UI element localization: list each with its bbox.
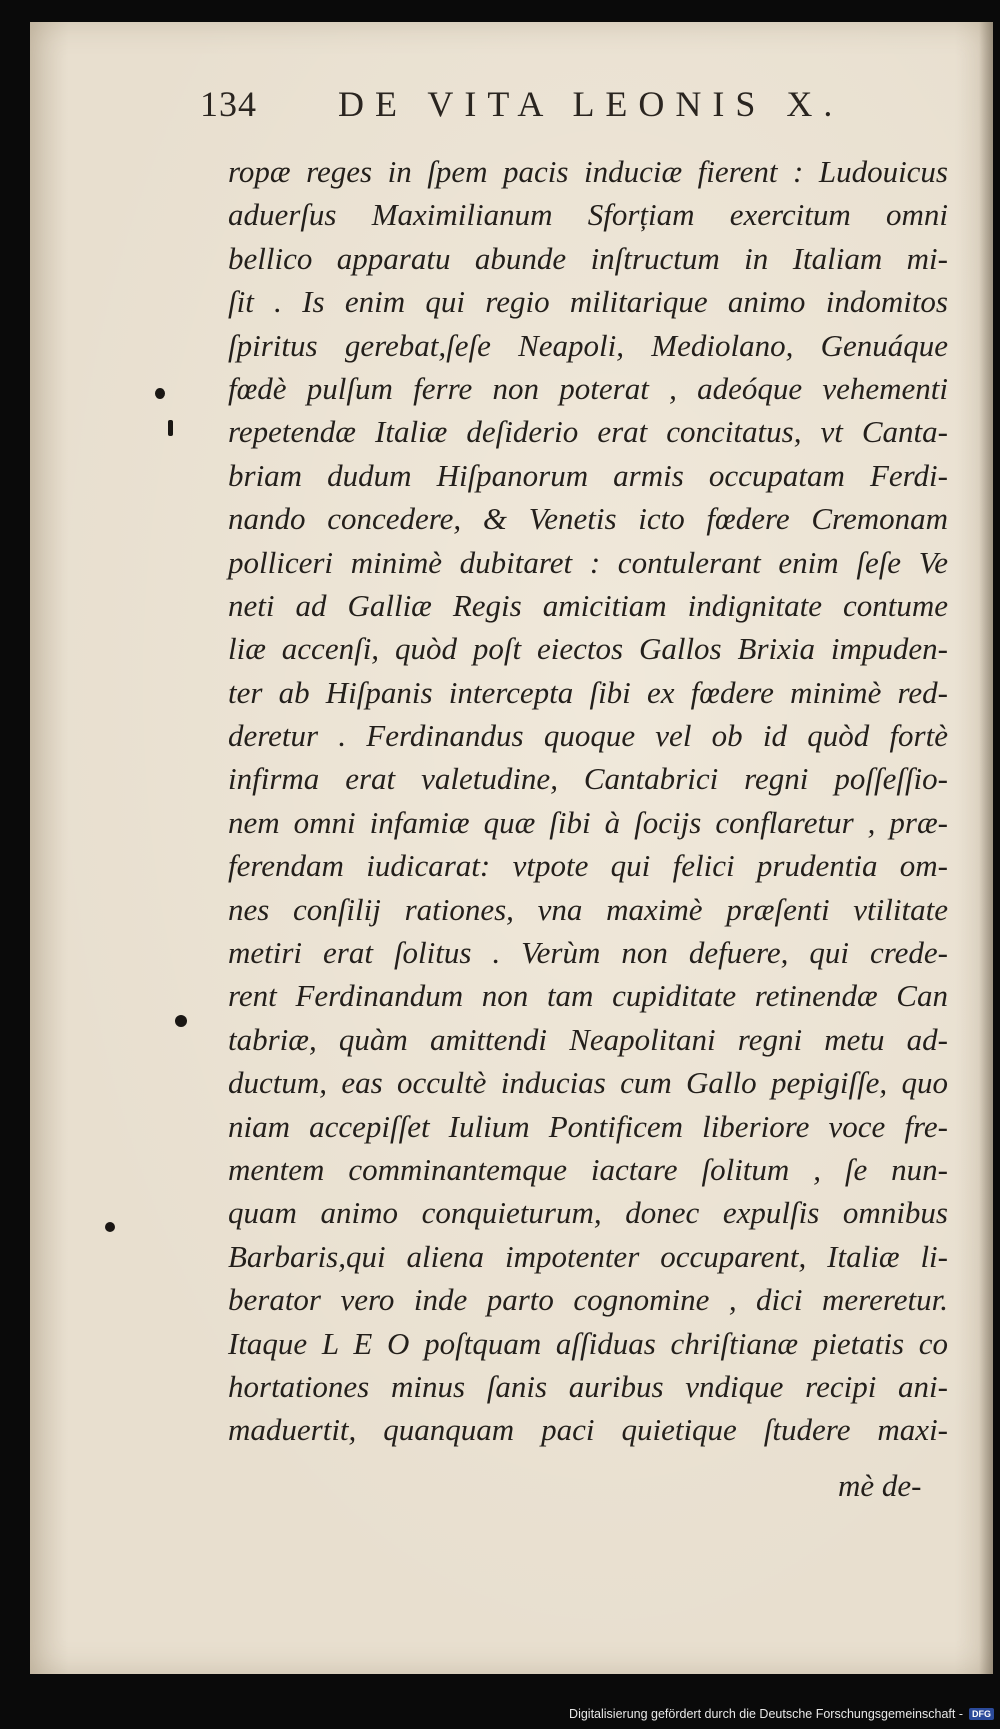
text-line: polliceri minimè dubitaret : contulerant enim ſeſe Ve [228, 544, 948, 580]
margin-ink-dot [105, 1222, 115, 1232]
text-line: ter ab Hiſpanis intercepta ſibi ex fœdere minimè red- [228, 674, 948, 710]
text-line: nes conſilij rationes, vna maximè præſenti vtilitate [228, 891, 948, 927]
text-line: metiri erat ſolitus . Verùm non defuere, qui crede- [228, 935, 948, 971]
text-line: Itaque L E O poſtquam aſſiduas chriſtianæ pietatis co [228, 1325, 948, 1361]
text-line: quam animo conquieturum, donec expulſis omnibus [228, 1195, 948, 1231]
page-number: 134 [200, 84, 257, 124]
margin-ink-dot [175, 1015, 187, 1027]
page-gutter-shadow [979, 22, 993, 1674]
text-line: liæ accenſi, quòd poſt eiectos Gallos Brixia impuden- [228, 631, 948, 667]
text-line: neti ad Galliæ Regis amicitiam indignitate contume [228, 587, 948, 623]
text-line: hortationes minus ſanis auribus vndique recipi ani- [228, 1368, 948, 1404]
text-line: bellico apparatu abunde inſtructum in Italiam mi- [228, 240, 948, 276]
text-line: tabriæ, quàm amittendi Neapolitani regni metu ad- [228, 1021, 948, 1057]
text-line: Barbaris,qui aliena impotenter occuparent, Italiæ li- [228, 1238, 948, 1274]
margin-ink-mark [168, 420, 173, 436]
text-line: ropæ reges in ſpem pacis induciæ fierent : Ludouicus [228, 154, 948, 189]
text-line: mentem comminantemque iactare ſolitum , ſe nun- [228, 1151, 948, 1187]
text-line: rent Ferdinandum non tam cupiditate retinendæ Can [228, 978, 948, 1014]
margin-ink-dot [155, 388, 165, 399]
text-line: briam dudum Hiſpanorum armis occupatam Ferdi- [228, 457, 948, 493]
text-line: niam accepiſſet Iulium Pontificem liberiore voce fre- [228, 1108, 948, 1144]
text-line: repetendæ Italiæ deſiderio erat concitatus, vt Canta- [228, 414, 948, 450]
dfg-logo: DFG [969, 1708, 994, 1720]
text-line: ſit . Is enim qui regio militarique animo indomitos [228, 284, 948, 320]
text-line: aduerſus Maximilianum Sforțiam exercitum omni [228, 197, 948, 233]
running-title: DE VITA LEONIS X. [338, 84, 844, 124]
footer-credit [569, 1704, 994, 1724]
text-line: nando concedere, & Venetis icto fœdere Cremonam [228, 501, 948, 537]
text-line: maduertit, quanquam paci quietique ſtudere maxi- [228, 1412, 948, 1448]
text-line: deretur . Ferdinandus quoque vel ob id quòd fortè [228, 718, 948, 754]
text-line: nem omni infamiæ quæ ſibi à ſocijs conflaretur , præ- [228, 804, 948, 840]
page-header [200, 83, 844, 143]
text-line: berator vero inde parto cognomine , dici mereretur. [228, 1282, 948, 1318]
digitization-credit: Digitalisierung gefördert durch die Deutsche Forschungsgemeinschaft - [569, 1707, 963, 1721]
catchword: mè de- [838, 1468, 922, 1503]
text-line: ſpiritus gerebat,ſeſe Neapoli, Mediolano, Genuáque [228, 327, 948, 363]
body-text [228, 150, 948, 1452]
text-line: ferendam iudicarat: vtpote qui felici prudentia om- [228, 848, 948, 884]
text-line: fœdè pulſum ferre non poterat , adeóque vehementi [228, 370, 948, 406]
text-line: ductum, eas occultè inducias cum Gallo pepigiſſe, quo [228, 1065, 948, 1101]
text-line: infirma erat valetudine, Cantabrici regni poſſeſſio- [228, 761, 948, 797]
